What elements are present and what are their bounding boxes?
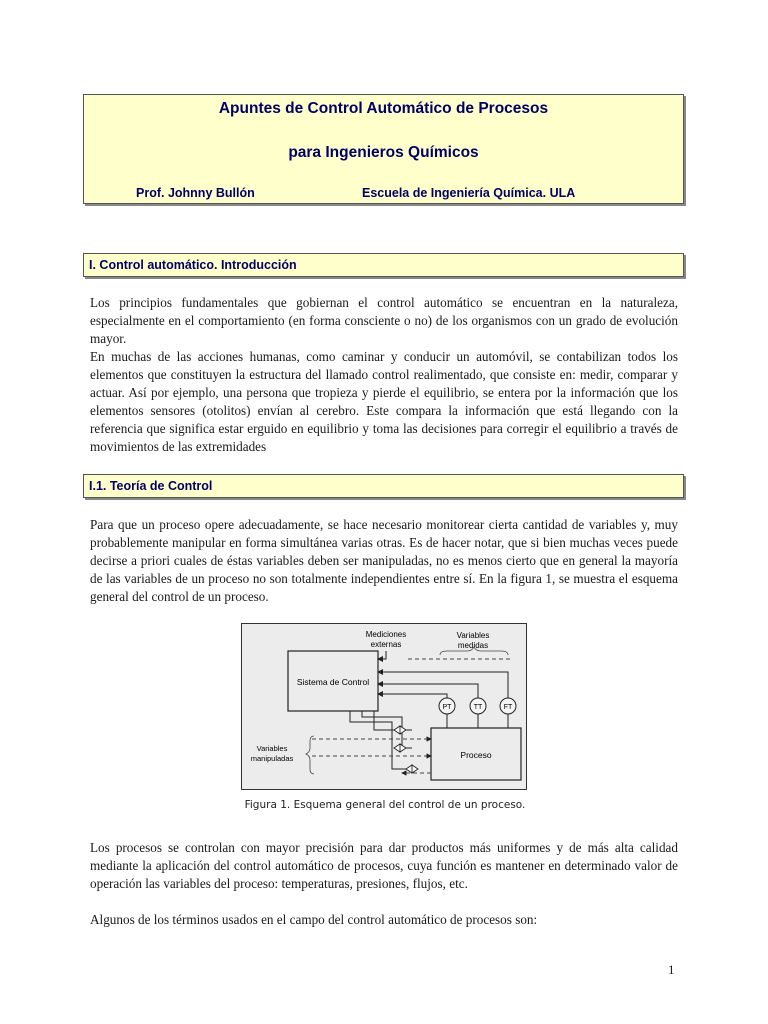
- external-measurements-label-2: externas: [370, 640, 402, 649]
- document-header: [83, 94, 684, 204]
- ft-label: FT: [503, 704, 513, 711]
- control-scheme-diagram: [242, 624, 526, 789]
- process-label: Proceso: [460, 750, 492, 760]
- pt-label: PT: [442, 704, 452, 711]
- control-system-label: Sistema de Control: [296, 677, 370, 687]
- school-name: Escuela de Ingeniería Química. ULA: [362, 186, 576, 200]
- manipulated-variables-label-1: Variables: [256, 744, 288, 753]
- manipulated-variables-label-2: manipuladas: [250, 754, 294, 763]
- intro-paragraph-1: Los principios fundamentales que gobiernan el control automático se encuentran en la naturaleza, especialmente en el comportamiento (en forma consciente o no) de los organismos con un grado de evolución mayor.: [90, 295, 678, 346]
- theory-paragraph-2: Los procesos se controlan con mayor precisión para dar productos más uniformes y de más alta calidad mediante la aplicación del control automático de procesos, cuya función es mantener en determinado valor de operación las variables del proceso: temperaturas, presiones, flujos, etc.: [90, 840, 678, 891]
- valve-icon: [394, 744, 406, 752]
- external-measurements-label-1: Mediciones: [365, 630, 407, 639]
- document-title-line1: Apuntes de Control Automático de Procesos: [218, 100, 549, 117]
- intro-paragraph-2: En muchas de las acciones humanas, como caminar y conducir un automóvil, se contabilizan todos los elementos que constituyen la estructura del llamado control realimentado, que consiste en: medir, comparar y actuar. Así por ejemplo, una persona que tropieza y pierde el equilibrio, se entera por la información que los elementos sensores (otolitos) envían al cerebro. Este compara la información que está llegando con la referencia que significa estar erguido en equilibrio y toma las decisiones para corregir el equilibrio a través de movimientos de las extremidades: [90, 349, 678, 454]
- section-heading-control-theory: I.1. Teoría de Control: [83, 474, 684, 498]
- tt-label: TT: [473, 704, 483, 711]
- valve-icon: [394, 726, 406, 734]
- measured-variables-label-2: medidas: [457, 641, 489, 650]
- section-heading-introduction: I. Control automático. Introducción: [83, 253, 684, 277]
- valve-icon: [406, 765, 418, 773]
- author-name: Prof. Johnny Bullón: [136, 186, 255, 200]
- page-number: 1: [668, 962, 675, 977]
- figure-1: [241, 623, 527, 790]
- theory-paragraph-3: Algunos de los términos usados en el campo del control automático de procesos son:: [90, 912, 538, 927]
- theory-paragraph-1: Para que un proceso opere adecuadamente, se hace necesario monitorear cierta cantidad de variables y, muy probablemente manipular en forma simultánea varias otras. Es de hacer notar, que si bien muchas veces puede decirse a priori cuales de éstas variables deben ser manipuladas, no es menos cierto que en general la mayoría de las variables de un proceso no son totalmente independientes entre sí. En la figura 1, se muestra el esquema general del control de un proceso.: [90, 517, 678, 604]
- measured-variables-label-1: Variables: [456, 631, 490, 640]
- figure-1-caption: Figura 1. Esquema general del control de un proceso.: [244, 799, 526, 811]
- document-title-line2: para Ingenieros Químicos: [288, 144, 479, 161]
